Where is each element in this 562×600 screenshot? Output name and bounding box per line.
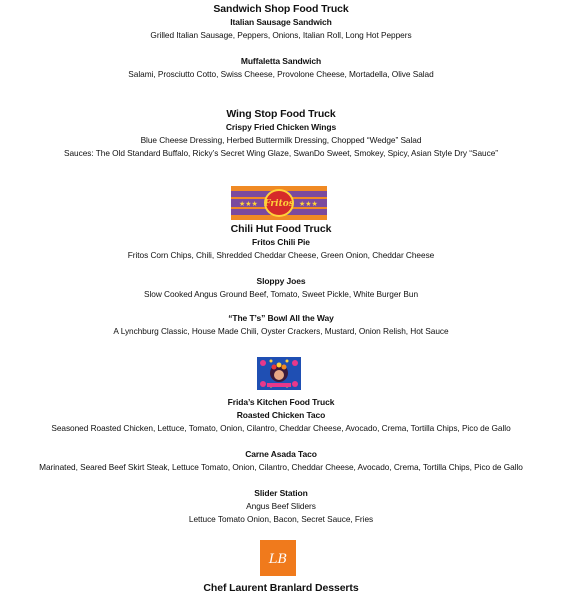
- item-desc: Fritos Corn Chips, Chili, Shredded Cheddar Cheese, Green Onion, Cheddar Cheese: [127, 250, 435, 260]
- item-name: “The T’s” Bowl All the Way: [228, 313, 334, 323]
- truck-title-sandwich-shop: Sandwich Shop Food Truck: [213, 3, 349, 15]
- fritos-logo: [231, 186, 327, 220]
- svg-text:★★★: ★★★: [299, 200, 318, 208]
- svg-text:★★★: ★★★: [239, 200, 258, 208]
- item-desc: Seasoned Roasted Chicken, Lettuce, Tomato, Onion, Cilantro, Cheddar Cheese, Avocado, Crema, Tortilla Chips, Pico de Gallo: [51, 423, 511, 433]
- item-name: Fritos Chili Pie: [252, 237, 310, 247]
- truck-title-chili-hut: Chili Hut Food Truck: [230, 223, 332, 235]
- item-name: Italian Sausage Sandwich: [230, 17, 332, 27]
- item-desc: Lettuce Tomato Onion, Bacon, Secret Sauce, Fries: [188, 514, 374, 524]
- item-name: Sloppy Joes: [256, 276, 306, 286]
- truck-title-slider-station: Slider Station: [254, 488, 308, 498]
- item-name: Muffaletta Sandwich: [240, 56, 322, 66]
- item-desc: Grilled Italian Sausage, Peppers, Onions, Italian Roll, Long Hot Peppers: [150, 30, 412, 40]
- item-desc: Salami, Prosciutto Cotto, Swiss Cheese, Provolone Cheese, Mortadella, Olive Salad: [128, 69, 434, 79]
- item-desc: Slow Cooked Angus Ground Beef, Tomato, Sweet Pickle, White Burger Bun: [143, 289, 419, 299]
- lb-logo-text: LB: [268, 552, 288, 567]
- chef-desserts-title: Chef Laurent Branlard Desserts: [203, 582, 359, 594]
- truck-title-fridas-kitchen: Frida’s Kitchen Food Truck: [227, 397, 335, 407]
- fritos-logo-text: Fritos: [264, 199, 294, 209]
- fridas-kitchen-logo: [257, 357, 301, 390]
- item-desc: A Lynchburg Classic, House Made Chili, Oyster Crackers, Mustard, Onion Relish, Hot Sauce: [113, 326, 449, 336]
- laurent-branlard-logo: [260, 540, 296, 576]
- item-name: Carne Asada Taco: [245, 449, 317, 459]
- item-name: Roasted Chicken Taco: [236, 410, 326, 420]
- item-desc: Blue Cheese Dressing, Herbed Buttermilk Dressing, Chopped “Wedge” Salad: [140, 135, 422, 145]
- item-name: Angus Beef Sliders: [246, 501, 316, 511]
- truck-title-wing-stop: Wing Stop Food Truck: [226, 108, 336, 120]
- item-desc: Marinated, Seared Beef Skirt Steak, Lettuce Tomato, Onion, Cilantro, Cheddar Cheese, Avocado, Crema, Tortilla Chips, Pico de Gallo: [39, 462, 523, 472]
- item-desc-sauces: Sauces: The Old Standard Buffalo, Ricky’s Secret Wing Glaze, SwanDo Sweet, Smokey, Spicy, Asian Style Dry “Sauce”: [64, 148, 498, 158]
- item-name: Crispy Fried Chicken Wings: [225, 122, 337, 132]
